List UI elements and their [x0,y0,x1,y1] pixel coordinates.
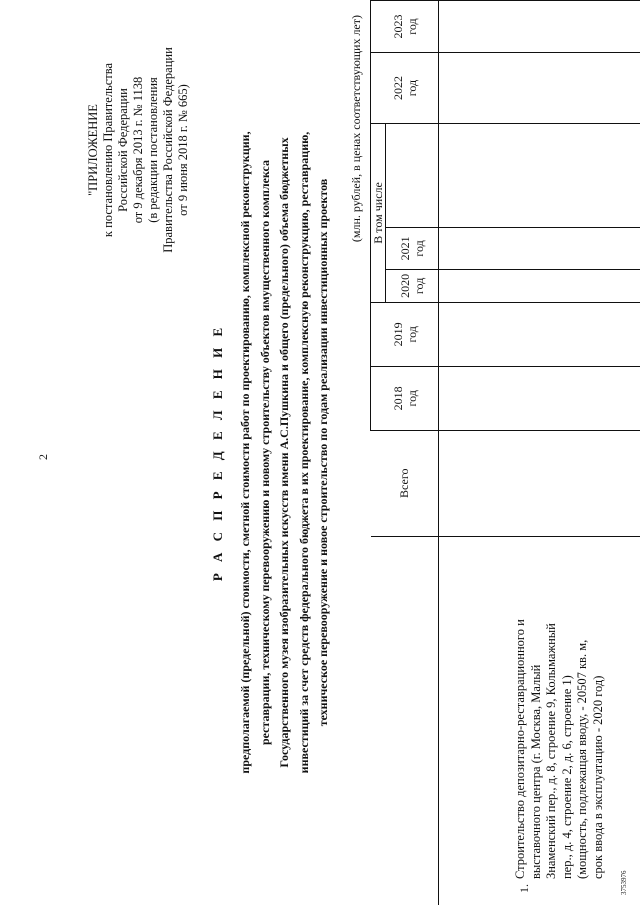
year-value: 2018 [390,386,405,411]
row-description-line: (мощность, подлежащая вводу, - 20507 кв. м, [575,639,589,880]
row-description-line: Знаменский пер., д. 8, строение 9, Колымажный [544,623,558,880]
appendix-line: Правительства Российской Федерации [161,47,175,253]
appendix-line: от 9 июня 2018 г. № 665) [176,84,190,216]
document-description [236,20,334,885]
cell-2020 [439,269,640,302]
document-title: Р А С П Р Е Д Е Л Е Н И Е [210,323,225,582]
appendix-line: от 9 декабря 2013 г. № 1138 [131,76,145,224]
description-line: реставрации, техническому перевооружению и новому строительству объектов имущественного комплекса [257,159,272,746]
cell-total [439,430,640,536]
header-empty-cell [371,536,439,905]
header-year-2018 [371,366,439,430]
description-line: техническое перевооружение и новое строительство по годам реализации инвестиционных проектов [316,178,330,727]
cell-2021 [439,227,640,269]
row-description-line: срок ввода в эксплуатацию - 2020 год) [590,675,605,880]
cell-2022 [439,53,640,124]
year-value: 2020 [398,273,412,298]
cell-2019 [439,302,640,366]
row-description [439,536,640,879]
year-suffix: год [404,390,419,407]
row-number: 1. [517,884,531,893]
year-suffix: год [404,326,419,343]
header-blank-subcell [386,124,439,228]
description-line: Государственного музея изобразительных искусств имени А.С.Пушкина и общего (предельного) объема бюджетных [277,137,291,768]
appendix-block [86,35,191,265]
year-suffix: год [412,277,426,295]
year-suffix: год [412,240,426,257]
header-year-2023 [371,1,439,53]
year-value: 2019 [390,322,405,347]
year-value: 2021 [398,236,412,261]
header-year-2019 [371,302,439,366]
description-line: инвестиций за счет средств федерального бюджета в их проектирование, комплексную реконструкцию, реставрацию, [296,131,311,774]
cell-extra [439,124,640,228]
appendix-line: Российской Федерации [116,88,130,212]
header-total: Всего [371,430,439,536]
header-year-2022 [371,53,439,124]
appendix-line: к постановлению Правительства [101,62,115,238]
year-value: 2023 [390,14,405,39]
page-number: 2 [36,454,50,460]
year-value: 2022 [390,76,405,101]
document-code: 3753976 [620,870,628,895]
distribution-table [370,0,640,905]
year-suffix: год [404,79,419,97]
description-line: предполагаемой (предельной) стоимости, сметной стоимости работ по проектированию, комплексной реконструкции, [238,131,252,774]
row-description-line: пер., д. 4, строение 2, д. 6, строение 1) [559,675,574,880]
row-description-line: выставочного центра (г. Москва, Малый [528,664,543,880]
cell-2018 [439,366,640,430]
table-row [439,1,640,905]
header-including: В том числе [371,124,386,303]
appendix-line: (в редакции постановления [146,77,160,223]
cell-2023 [439,1,640,53]
units-note: (млн. рублей, в ценах соответствующих лет) [349,15,363,243]
year-suffix: год [404,18,419,35]
header-year-2020 [386,269,439,302]
header-year-2021 [386,227,439,269]
row-description-line: Строительство депозитарно-реставрационного и [513,619,527,880]
appendix-line: "ПРИЛОЖЕНИЕ [86,104,100,196]
